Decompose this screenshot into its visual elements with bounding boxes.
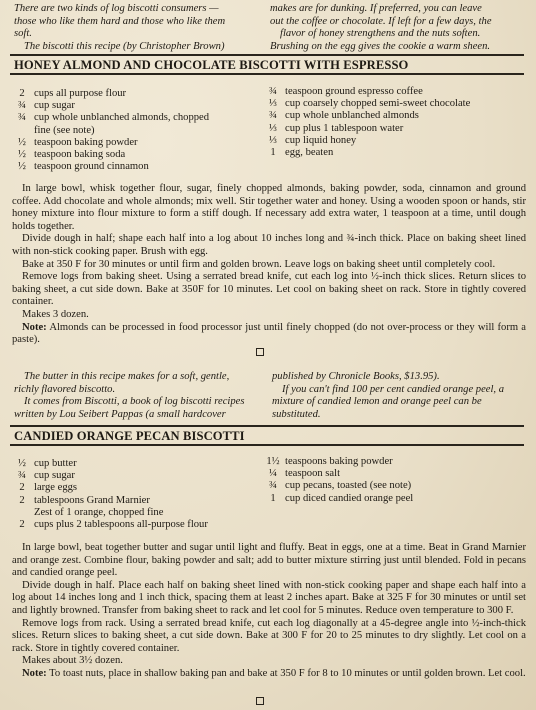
intro-line: out the coffee or chocolate. If left for a few days, the [270,15,492,27]
intro-line: It comes from Biscotti, a book of log biscotti recipes [24,396,245,408]
ingredient-text: Zest of 1 orange, chopped fine [34,506,164,518]
ingredient-row [263,123,531,135]
method-paragraph: In large bowl, beat together butter and sugar until light and fluffy. Beat in eggs, one at a time. Beat in Grand Marnier and orange zest. Combine flour, baking powder and salt; add to butter mixture stirring just until blended. Fold in pecans and candied orange peel. [12,542,526,579]
ingredient-qty: ¾ [18,470,26,482]
ingredients-left [12,88,262,173]
ingredient-row [12,161,262,173]
divider-rule [10,54,524,56]
note-text: To toast nuts, place in shallow baking pan and bake at 350 F for 8 to 10 minutes or until golden brown. Let cool. [46,667,526,679]
recipe-method [12,183,526,347]
note-label: Note: [22,667,47,679]
ingredient-row [12,495,262,507]
recipe-title: HONEY ALMOND AND CHOCOLATE BISCOTTI WITH ESPRESSO [14,58,409,72]
ingredient-row [12,125,262,137]
ingredient-row [263,135,531,147]
ingredient-row [12,470,262,482]
intro-right-column [272,371,530,421]
ingredient-qty: ⅓ [269,134,277,146]
ingredient-text: teaspoon baking soda [34,148,126,160]
intro-line: The butter in this recipe makes for a soft, gentle, [24,371,230,382]
method-paragraph: Remove logs from baking sheet. Using a serrated bread knife, cut each log into ½-inch thick slices. Return slices to baking sheet, a cut side down. Bake at 350F for 10 minutes. Let cool on baking sheet on rack. Store in tightly covered container. [12,271,526,308]
note-label: Note: [22,321,47,333]
ingredient-row [12,482,262,494]
intro-line: richly flavored biscotto. [14,383,116,395]
ingredient-qty: ¾ [269,480,277,492]
ingredient-text: cup sugar [34,470,75,482]
ingredient-text: teaspoon salt [285,468,341,480]
ingredient-row [263,480,531,492]
ingredient-row [12,149,262,161]
ingredient-text: teaspoon ground cinnamon [34,161,149,173]
intro-right-column [270,3,532,53]
ingredient-row [263,456,531,468]
ingredient-row [12,88,262,100]
ingredient-qty: ¾ [269,110,277,122]
ingredient-text: cup liquid honey [285,134,357,146]
ingredient-row [263,110,531,122]
ingredient-qty: ¾ [18,112,26,124]
ingredient-qty: ¾ [269,86,277,97]
recipe-note [12,322,526,347]
ingredient-qty: 2 [19,482,25,494]
ingredient-row [12,100,262,112]
ingredient-text: egg, beaten [285,146,334,158]
ingredient-qty: 1½ [266,456,280,467]
ingredient-qty: 2 [19,88,25,99]
method-paragraph: Divide dough in half; shape each half into a log about 10 inches long and ¾-inch thick. Place on baking sheet lined with non-stick cooking paper. Brush with egg. [12,233,526,257]
ingredient-qty: 1 [270,146,276,158]
ingredient-qty: ⅓ [269,122,277,134]
method-paragraph: Makes 3 dozen. [22,308,89,320]
intro-line: substituted. [272,408,321,420]
ingredient-qty: ½ [18,136,26,148]
ingredient-text: large eggs [34,482,78,494]
intro-left-column [14,3,264,53]
ingredient-qty: ½ [18,148,26,160]
divider-rule [10,425,524,427]
divider-rule [10,73,524,75]
method-paragraph: Bake at 350 F for 30 minutes or until firm and golden brown. Leave logs on baking sheet until completely cool. [22,258,496,270]
intro-line: mixture of candied lemon and orange peel can be [272,396,482,408]
intro-line: Brushing on the egg gives the cookie a warm sheen. [270,40,491,52]
intro-left-column [14,371,269,421]
ingredient-qty: ½ [18,161,26,173]
ingredient-text: teaspoon ground espresso coffee [285,86,423,97]
ingredient-text: cups plus 2 tablespoons all-purpose flour [34,518,208,530]
ingredients-right [263,86,531,159]
intro-line: If you can't find 100 per cent candied orange peel, a [282,383,505,395]
intro-line: The biscotti this recipe (by Christopher Brown) [24,40,225,52]
ingredient-text: cup butter [34,458,77,469]
ingredient-qty: 2 [19,518,25,530]
recipe-note [12,668,526,681]
ingredient-row [12,507,262,519]
ingredient-qty: 2 [19,494,25,506]
method-paragraph: Remove logs from rack. Using a serrated bread knife, cut each log diagonally at a 45-degree angle into ½-inch-thick slices. Return slices to baking sheet, a cut side down. Bake at 300 F for 20 to 25 minutes to dry slightly. Let cool on a rack. Store in tightly covered container. [12,617,526,654]
ingredient-row [12,519,262,531]
ingredient-row [263,468,531,480]
ingredient-qty: ¾ [18,100,26,112]
intro-line: makes are for dunking. If preferred, you can leave [270,3,482,14]
ingredient-row [12,137,262,149]
ingredient-text: teaspoons baking powder [285,456,393,467]
recipe-method [12,542,526,681]
method-paragraph: Makes about 3½ dozen. [22,655,123,667]
intro-line: published by Chronicle Books, $13.95). [272,371,440,382]
note-text: Almonds can be processed in food processor just until finely chopped (do not over-process or they will form a paste). [12,321,526,346]
recipe-title: CANDIED ORANGE PECAN BISCOTTI [14,429,245,443]
ingredient-row [12,458,262,470]
ingredients-right [263,456,531,505]
intro-line: those who like them hard and those who like them [14,15,226,27]
ingredient-qty: ⅓ [269,98,277,110]
ingredient-text: cup whole unblanched almonds, chopped [34,112,210,124]
ingredient-text: cup sugar [34,100,75,112]
ingredient-qty: ¼ [269,468,277,480]
ingredients-left [12,458,262,531]
intro-line: flavor of honey strengthens and the nuts soften. [280,28,481,40]
method-paragraph: In large bowl, whisk together flour, sugar, finely chopped almonds, baking powder, soda, cinnamon and ground coffee. Add chocolate and whole almonds; mix well. Stir together water and honey. Using a wooden spoon or hands, stir honey mixture into flour mixture to form a stiff dough. If necessary add extra water, 1 teaspoon at a time, until dough holds together. [12,183,526,232]
ingredient-text: cup plus 1 tablespoon water [285,122,404,134]
ingredient-text: teaspoon baking powder [34,136,138,148]
intro-line: soft. [14,28,32,40]
ingredient-text: cup coarsely chopped semi-sweet chocolate [285,98,471,110]
intro-line: written by Lou Seibert Pappas (a small hardcover [14,408,226,420]
ingredient-qty: ½ [18,458,26,469]
ingredient-qty: 1 [270,492,276,504]
ingredient-text: cup pecans, toasted (see note) [285,480,412,492]
end-mark-icon [256,697,264,705]
method-paragraph: Divide dough in half. Place each half on baking sheet lined with non-stick cooking paper and shape each half into a log about 14 inches long and 1 inch thick, spacing them at least 2 inches apart. Bake at 325 F for 30 minutes or until set and lightly browned. Transfer from baking sheet to rack and let cool for 5 minutes. Reduce oven temperature to 300 F. [12,579,526,616]
intro-line: There are two kinds of log biscotti consumers — [14,3,219,14]
divider-rule [10,444,524,446]
ingredient-text: cup diced candied orange peel [285,492,414,504]
ingredient-text: cups all purpose flour [34,88,127,99]
ingredient-text: tablespoons Grand Marnier [34,494,150,506]
ingredient-row [263,98,531,110]
ingredient-row [263,147,531,159]
ingredient-row [263,493,531,505]
end-mark-icon [256,348,264,356]
ingredient-row [263,86,531,98]
ingredient-text: fine (see note) [34,124,95,136]
ingredient-text: cup whole unblanched almonds [285,110,419,122]
ingredient-row [12,112,262,124]
